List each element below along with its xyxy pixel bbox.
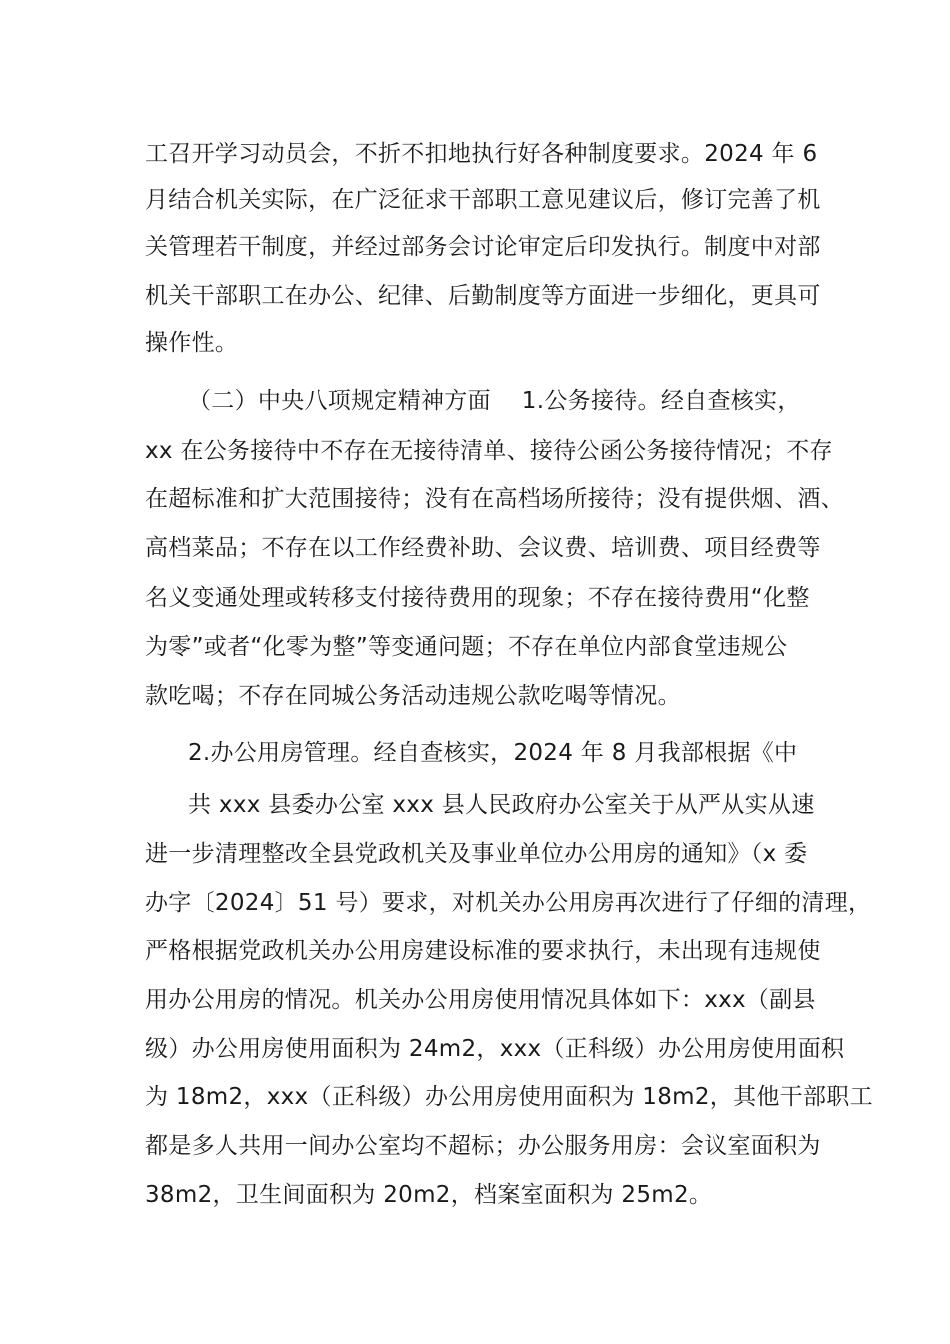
text-line: 工召开学习动员会，不折不扣地执行好各种制度要求。2024 年 6 (145, 141, 818, 167)
text-line: 严格根据党政机关办公用房建设标准的要求执行，未出现有违规使 (145, 938, 821, 964)
text-line: 为零”或者“化零为整”等变通问题；不存在单位内部食堂违规公 (145, 634, 788, 660)
text-line: 为 18m2，xxx（正科级）办公用房使用面积为 18m2，其他干部职工 (145, 1084, 873, 1110)
text-line: 级）办公用房使用面积为 24m2，xxx（正科级）办公用房使用面积 (145, 1036, 845, 1062)
text-line: 月结合机关实际，在广泛征求干部职工意见建议后，修订完善了机 (145, 187, 821, 213)
text-line: 款吃喝；不存在同城公务活动违规公款吃喝等情况。 (145, 683, 681, 709)
text-line: 关管理若干制度，并经过部务会讨论审定后印发执行。制度中对部 (145, 234, 821, 260)
text-line: 高档菜品；不存在以工作经费补助、会议费、培训费、项目经费等 (145, 535, 821, 561)
text-line: 都是多人共用一间办公室均不超标；办公服务用房：会议室面积为 (145, 1133, 821, 1159)
text-line: 用办公用房的情况。机关办公用房使用情况具体如下：xxx（副县 (145, 987, 816, 1013)
text-line: 2.办公用房管理。经自查核实，2024 年 8 月我部根据《中 (188, 740, 798, 766)
text-line: 38m2，卫生间面积为 20m2，档案室面积为 25m2。 (145, 1182, 713, 1208)
text-line: 操作性。 (145, 330, 239, 356)
text-line: （二）中央八项规定精神方面 1.公务接待。经自查核实， (188, 388, 801, 414)
text-line: 共 xxx 县委办公室 xxx 县人民政府办公室关于从严从实从速 (188, 792, 815, 818)
text-line: 办字〔2024〕51 号）要求，对机关办公用房再次进行了仔细的清理， (145, 890, 872, 916)
text-line: xx 在公务接待中不存在无接待清单、接待公函公务接待情况；不存 (145, 438, 833, 464)
text-line: 进一步清理整改全县党政机关及事业单位办公用房的通知》（x 委 (145, 841, 808, 867)
text-line: 名义变通处理或转移支付接待费用的现象；不存在接待费用“化整 (145, 585, 810, 611)
text-line: 在超标准和扩大范围接待；没有在高档场所接待；没有提供烟、酒、 (145, 486, 844, 512)
text-line: 机关干部职工在办公、纪律、后勤制度等方面进一步细化，更具可 (145, 283, 821, 309)
